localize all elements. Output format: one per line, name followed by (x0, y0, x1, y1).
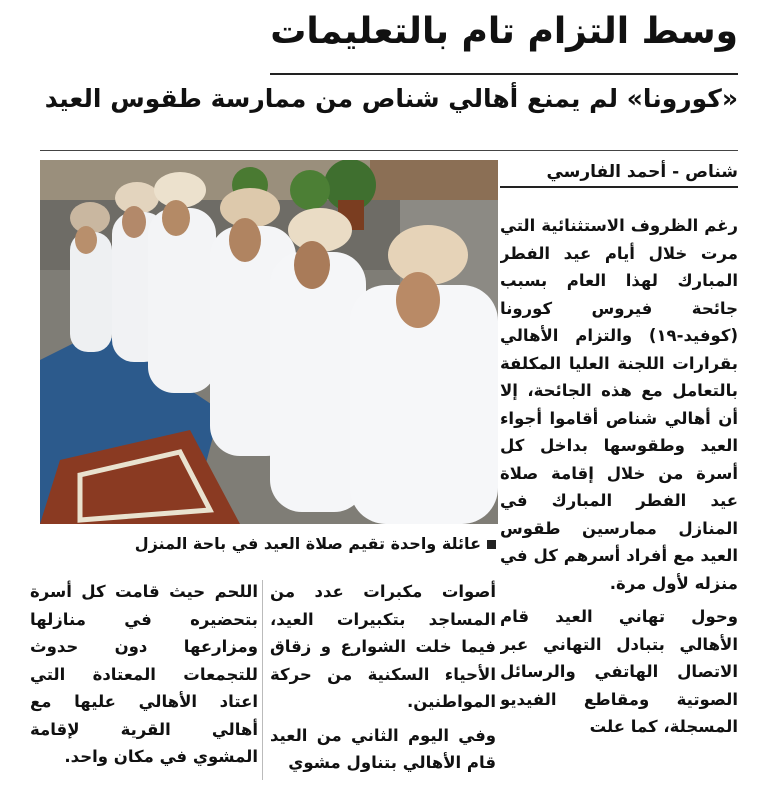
paragraph: أصوات مكبرات عدد من المساجد بتكبيرات العيد، فيما خلت الشوارع و زقاق الأحياء السكنية من حركة المواطنين. (270, 582, 496, 711)
byline: شناص - أحمد الفارسي (500, 162, 738, 188)
photo-caption (40, 534, 496, 553)
article-photo (40, 160, 498, 524)
article-title: «كورونا» لم يمنع أهالي شناص من ممارسة طقوس العيد (44, 84, 738, 113)
title-rule (40, 150, 738, 151)
paragraph: وحول تهاني العيد قام الأهالي بتبادل التهاني عبر الاتصال الهاتفي والرسائل الصوتية ومقاطع الفيديو المسجلة، كما علت (500, 607, 738, 736)
photo-caption-text: عائلة واحدة تقيم صلاة العيد في باحة المنزل (134, 534, 481, 553)
column-divider (262, 580, 263, 780)
paragraph: اللحم حيث قامت كل أسرة بتحضيره في منازلها ومزارعها دون حدوث للتجمعات المعتادة التي اعتاد الأهالي عليها مع أهالي القرية لإقامة المشوي في مكان واحد. (30, 582, 258, 766)
caption-square-icon (487, 540, 496, 549)
kicker-rule (270, 73, 738, 75)
article-column-middle (270, 578, 496, 788)
article-column-left (30, 578, 258, 788)
paragraph: وفي اليوم الثاني من العيد قام الأهالي بتناول مشوي (270, 725, 496, 772)
paragraph: رغم الظروف الاستثنائية التي مرت خلال أيام عيد الفطر المبارك لهذا العام بسبب جائحة فيروس كورونا (كوفيد-١٩) والتزام الأهالي بقرارات اللجنة العليا المكلفة بالتعامل مع هذه الجائحة، إلا أن أهالي شناص أقاموا أجواء العيد وطقوسها بداخل كل أسرة من خلال إقامة صلاة عيد الفطر المبارك في المنازل ممارسين طقوس العيد مع أفراد أسرهم كل في منزله لأول مرة. (500, 216, 738, 593)
kicker-headline: وسط التزام تام بالتعليمات (270, 11, 738, 52)
photo-illustration (40, 160, 498, 524)
article-column-right (500, 212, 738, 788)
